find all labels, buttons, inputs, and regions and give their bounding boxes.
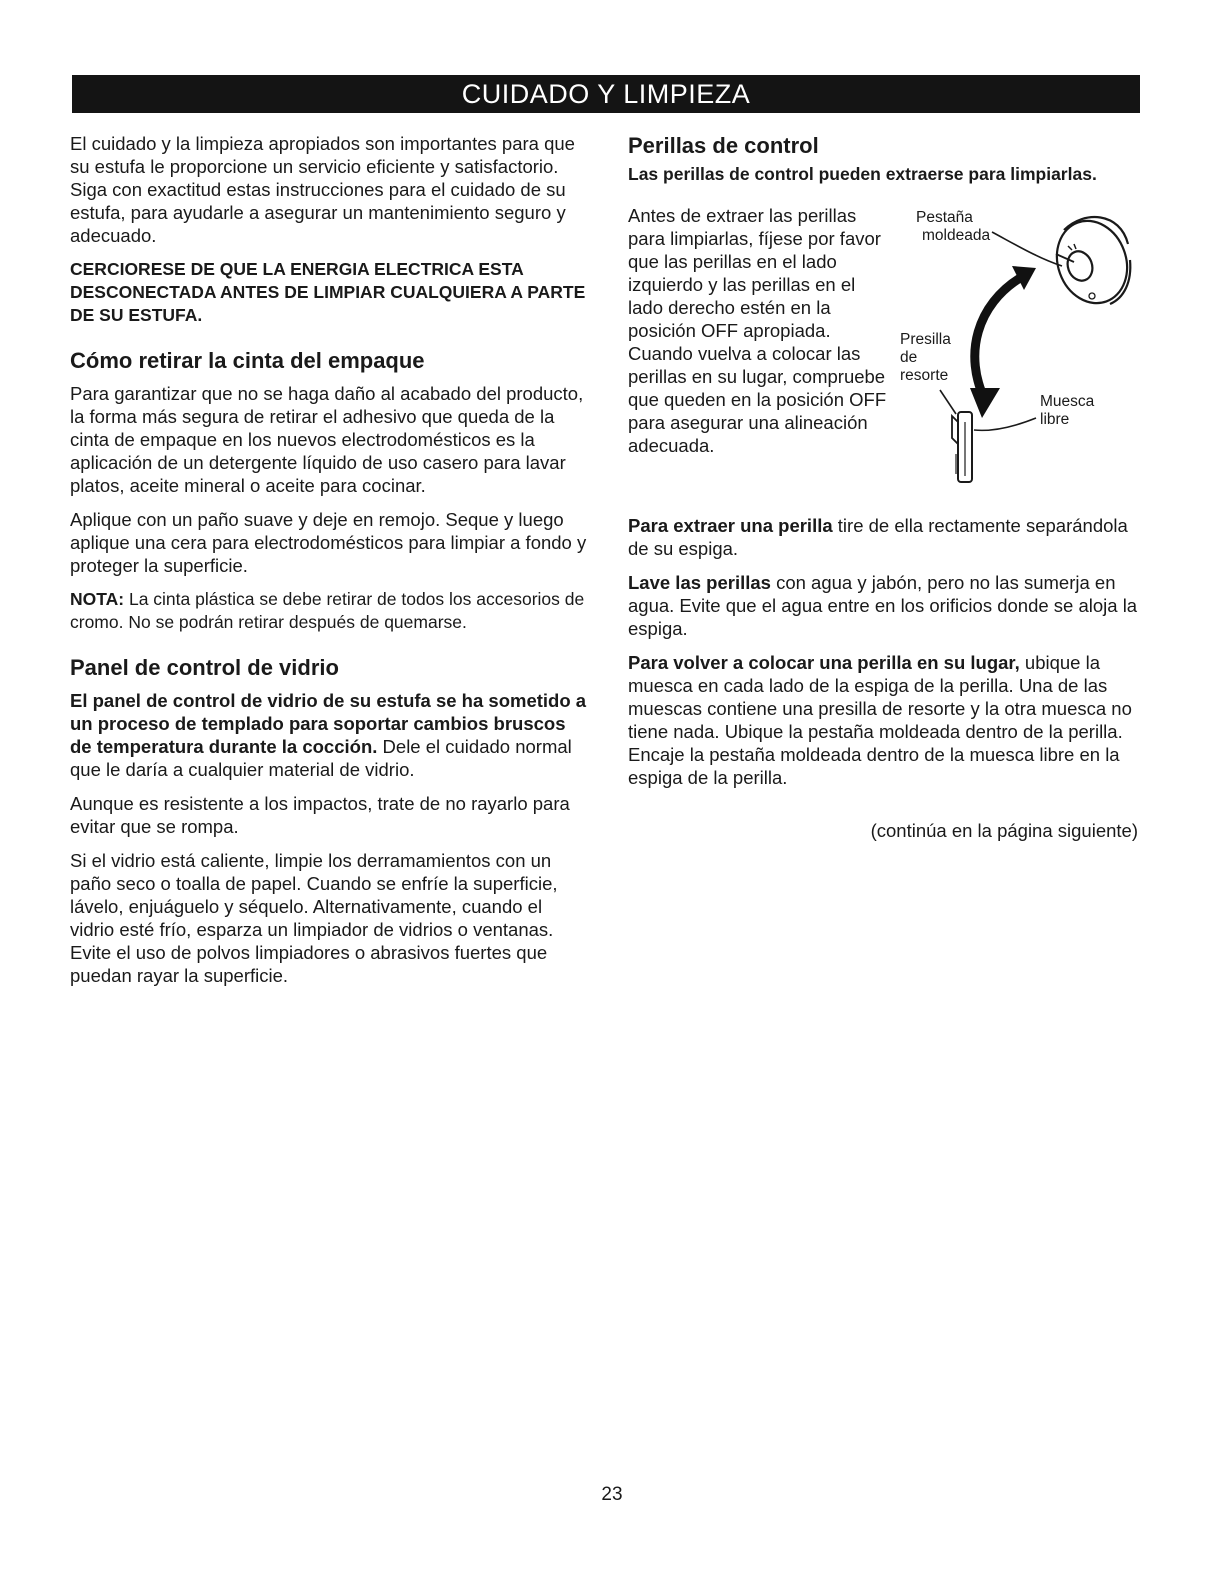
intro-paragraph: El cuidado y la limpieza apropiados son importantes para que su estufa le proporcione un servicio eficiente y satisfactorio. Siga con exactitud estas instrucciones para el cuidado de su estufa, para ayudarle a asegurar un mantenimiento seguro y adecuado.	[70, 133, 575, 246]
label-spring-clip-3: resorte	[900, 367, 949, 384]
label-free-notch-2: libre	[1040, 411, 1070, 428]
shaft-icon	[952, 412, 972, 482]
page-number: 23	[601, 1484, 623, 1505]
power-warning: CERCIORESE DE QUE LA ENERGIA ELECTRICA ESTA DESCONECTADA ANTES DE LIMPIAR CUALQUIERA A PARTE DE SU ESTUFA.	[70, 259, 586, 325]
remove-knob-text: tire de ella rectamente separándola de su espiga.	[628, 515, 1128, 559]
glass-panel-text: Dele el cuidado normal que le daría a cualquier material de vidrio.	[70, 736, 572, 780]
knob-illustration	[896, 204, 1138, 504]
remove-knob-paragraph	[628, 514, 1138, 560]
control-knobs-heading: Perillas de control	[628, 133, 819, 158]
section-title-bar	[72, 75, 1140, 113]
glass-panel-paragraph-3: Si el vidrio está caliente, limpie los derramamientos con un paño seco o toalla de papel. Cuando se enfríe la superficie, lávelo, enjuáguelo y séquelo. Alternativamente, cuando el vidrio esté frío, esparza un limpiador de vidrios o ventanas. Evite el uso de polvos limpiadores o abrasivos fuertes que puedan rayar la superficie.	[70, 850, 558, 986]
glass-panel-paragraph-2: Aunque es resistente a los impactos, trate de no rayarlo para evitar que se rompa.	[70, 793, 570, 837]
control-knobs-subhead: Las perillas de control pueden extraerse para limpiarlas.	[628, 164, 1097, 184]
note-text: La cinta plástica se debe retirar de todos los accesorios de cromo. No se podrán retirar después de quemarse.	[70, 589, 585, 632]
replace-knob-bold: Para volver a colocar una perilla en su lugar,	[628, 652, 1020, 673]
note-paragraph	[70, 588, 590, 634]
knob-position-paragraph: Antes de extraer las perillas para limpiarlas, fíjese por favor que las perillas en el lado izquierdo y las perillas en el lado derecho estén en la posición OFF apropiada. Cuando vuelva a colocar las perillas en su lugar, compruebe que queden en la posición OFF para asegurar una alineación adecuada.	[628, 205, 887, 456]
remove-knob-bold: Para extraer una perilla	[628, 515, 833, 536]
clip-leader-line	[940, 390, 956, 414]
wash-knob-paragraph	[628, 571, 1138, 640]
tape-removal-paragraph-2: Aplique con un paño suave y deje en remojo. Seque y luego aplique una cera para electrodomésticos para limpiar a fondo y proteger la superficie.	[70, 509, 587, 576]
tab-leader-line	[992, 232, 1062, 266]
note-label: NOTA:	[70, 589, 125, 609]
notch-leader-line	[974, 418, 1036, 430]
continued-note: (continúa en la página siguiente)	[870, 820, 1138, 841]
glass-panel-paragraph-1	[70, 689, 590, 781]
insert-arrow-icon	[970, 266, 1036, 418]
label-molded-tab-2: moldeada	[922, 227, 991, 244]
knob-instructions-block	[628, 204, 1138, 504]
tape-removal-heading: Cómo retirar la cinta del empaque	[70, 348, 425, 373]
label-spring-clip-2: de	[900, 349, 918, 366]
wash-knob-bold: Lave las perillas	[628, 572, 771, 593]
label-molded-tab-1: Pestaña	[916, 209, 973, 226]
glass-panel-heading: Panel de control de vidrio	[70, 655, 339, 680]
glass-panel-bold-text: El panel de control de vidrio de su estufa se ha sometido a un proceso de templado para soportar cambios bruscos de temperatura durante la cocción.	[70, 690, 587, 757]
section-title: CUIDADO Y LIMPIEZA	[461, 79, 751, 109]
replace-knob-text: ubique la muesca en cada lado de la espiga de la perilla. Una de las muescas contiene una presilla de resorte y la otra muesca no tiene nada. Ubique la pestaña moldeada dentro de la perilla. Encaje la pestaña moldeada dentro de la muesca libre en la espiga de la perilla.	[628, 652, 1132, 788]
right-column	[628, 132, 1138, 853]
wash-knob-text: con agua y jabón, pero no las sumerja en agua. Evite que el agua entre en los orificios donde se aloja la espiga.	[628, 572, 1138, 639]
tape-removal-paragraph-1: Para garantizar que no se haga daño al acabado del producto, la forma más segura de retirar el adhesivo que queda de la cinta de empaque en los nuevos electrodomésticos es la aplicación de un detergente líquido de uso casero para lavar platos, aceite mineral o aceite para cocinar.	[70, 383, 584, 496]
left-column	[70, 132, 590, 998]
replace-knob-paragraph	[628, 651, 1138, 789]
knob-icon	[1046, 211, 1138, 313]
knob-diagram	[896, 204, 1138, 504]
label-spring-clip-1: Presilla	[900, 331, 951, 348]
label-free-notch-1: Muesca	[1040, 393, 1095, 410]
